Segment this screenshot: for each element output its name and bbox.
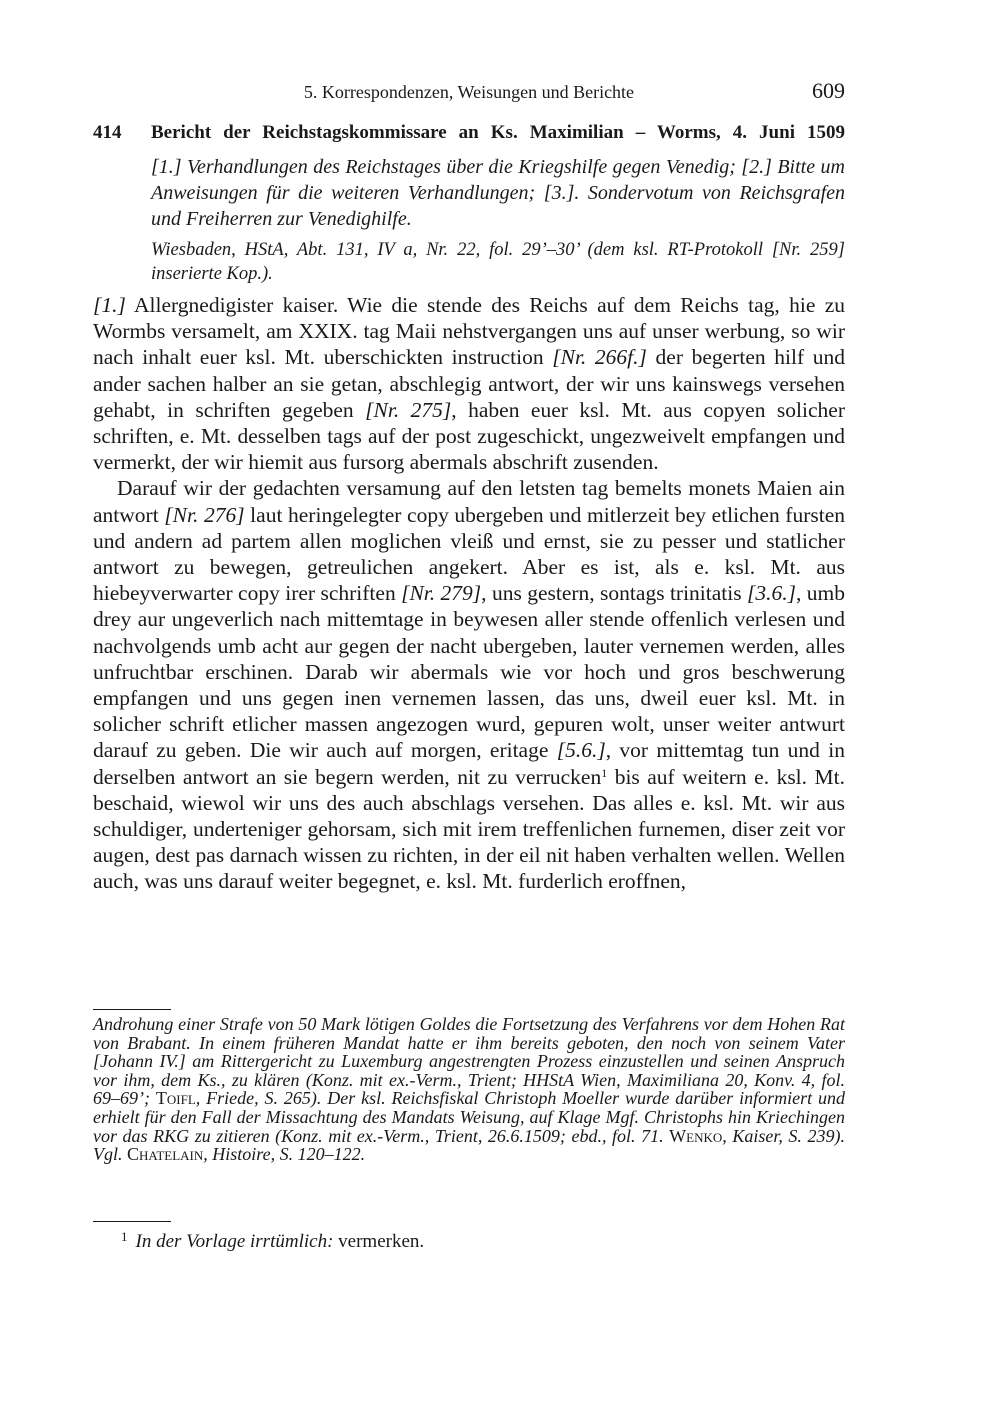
text-run: laut heringelegter copy ubergeben und mitlerzeit bey etlichen fursten und andern ad partem allen moglichen vleiß und ernst, sie zu pesser und statlicher antwort zu bewegen, getreulichen angekert. Aber es ist, als e. ksl. Mt. aus hiebeyverwarter copy irer schriften [93,502,845,606]
footnote-1 [121,1229,424,1253]
author-name: Wenko [669,1125,723,1146]
cross-reference: [Nr. 279] [401,581,482,606]
source-citation: Wiesbaden, HStA, Abt. 131, IV a, Nr. 22, fol. 29’–30’ (dem ksl. RT-Protokoll [Nr. 259] inserierte Kop.). [151,240,845,284]
document-heading [93,122,845,148]
text-run: , umb drey aur ungeverlich nach mittemtage in beywesen aller stende offenlich verlesen und nachvolgends umb acht aur gegen der nacht ubergeben, lauter vernemen werden, alles unfruchtbar erschinen. Darab wir abermals wie vor hoch und gros beschwerung empfangen und uns gegen inen vernemen lassen, das uns, dweil euer ksl. Mt. in solicher schrift etlicher massen angezogen wurd, gepuren wolt, unser weiter antwurt darauf zu geben. Die wir auch auf morgen, eritage [93,581,845,763]
text-run: , uns gestern, sontags trinitatis [481,581,748,606]
text-run: bis auf weitern e. ksl. Mt. beschaid, wiewol wir uns des auch abschlags versehen. Das alles e. ksl. Mt. wir aus schuldiger, underteniger gehorsam, sich mit irem treffenlichen furnemen, diser zeit vor augen, dest pas darnach wissen zu richten, in der eil nit haben verhalten wellen. Wellen auch, was uns darauf weiter begegnet, e. ksl. Mt. furderlich eroffnen, [93,764,845,894]
running-title: 5. Korrespondenzen, Weisungen und Berichte [303,82,635,102]
text-run: , Friede, S. 265). Der ksl. Reichsfiskal Christoph Moeller wurde darüber informiert und erhielt für den Fall der Missachtung des Mandats Weisung, auf Klage Mgf. Christophs hin Kriechingen vor das RKG zu zitieren (Konz. mit ex.-Verm., Trient, 26.6.1509; ebd., fol. 71. [93,1088,845,1146]
footnote-mark: 1 [121,1229,128,1244]
footnote-rule [93,1221,171,1222]
author-name: Chatelain [127,1144,204,1165]
running-head [93,78,845,110]
paragraph-1 [93,292,845,475]
document-title: Bericht der Reichstagskommissare an Ks. Maximilian – Worms, 4. Juni 1509 [151,122,845,143]
section-marker: [1.] [93,293,126,317]
text-run: , Histoire, S. 120–122. [203,1144,366,1165]
text-run: Darauf wir der gedachten versamung auf den letsten tag bemelts monets Maien ain antwort [93,476,845,527]
paragraph-2 [93,475,845,894]
cross-reference: [Nr. 275] [365,397,452,422]
text-run: , haben euer ksl. Mt. aus copyen solicher schriften, e. Mt. desselben tags auf der post zugeschickt, ungezweivelt empfangen und vermerkt, der wir hiemit aus fursorg abermals abschrift zusenden. [93,397,845,475]
text-run: der begerten hilf und ander sachen halber an sie getan, abschlegig antwort, der wir uns kainswegs versehen gehabt, in schriften gegeben [93,345,845,422]
text-run: Androhung einer Strafe von 50 Mark lötigen Goldes die Fortsetzung des Verfahrens vor dem Hohen Rat von Brabant. In einem früheren Mandat hatte er ihm bereits geboten, den noch von seinem Vater [Johann IV.] am Rittergericht zu Luxemburg angestrengten Prozess einzustellen und seinen Anspruch vor ihm, dem Ks., zu klären (Konz. mit ex.-Verm., Trient; HHStA Wien, Maximiliana 20, Konv. 4, fol. 69–69’; [93,1014,845,1109]
footnote-note: In der Vorlage irrtümlich: [135,1231,334,1252]
text-run: Allergnedigister kaiser. Wie die stende des Reichs auf dem Reichs tag, hie zu Wormbs versamelt, am XXIX. tag Maii nehstvergangen uns auf unser werbung, so wir nach inhalt euer ksl. Mt. uberschickten instruction [93,293,845,370]
text-run: , Kaiser, S. 239). Vgl. [93,1125,845,1165]
regest: [1.] Verhandlungen des Reichstages über die Kriegshilfe gegen Venedig; [2.] Bitte um Anweisungen für die weiteren Verhandlungen; [3.]. Sondervotum von Reichsgrafen und Freiherren zur Venedighilfe. [151,156,845,230]
page [93,78,845,895]
author-name: Toifl [155,1088,196,1109]
text-run: , vor mittemtag tun und in derselben antwort an sie begern werden, nit zu verrucken [93,738,845,789]
footnote-text: vermerken. [333,1231,425,1252]
date-reference: [3.6.] [747,581,796,606]
page-number: 609 [812,78,845,103]
body-text [93,292,845,895]
footnote-rule [93,1009,171,1010]
footnote-continuation [93,1015,845,1164]
cross-reference: [Nr. 276] [164,502,245,527]
document-number: 414 [93,122,122,143]
date-reference: [5.6.] [556,738,606,763]
footnote-reference: 1 [601,765,608,780]
cross-reference: [Nr. 266f.] [552,345,647,370]
